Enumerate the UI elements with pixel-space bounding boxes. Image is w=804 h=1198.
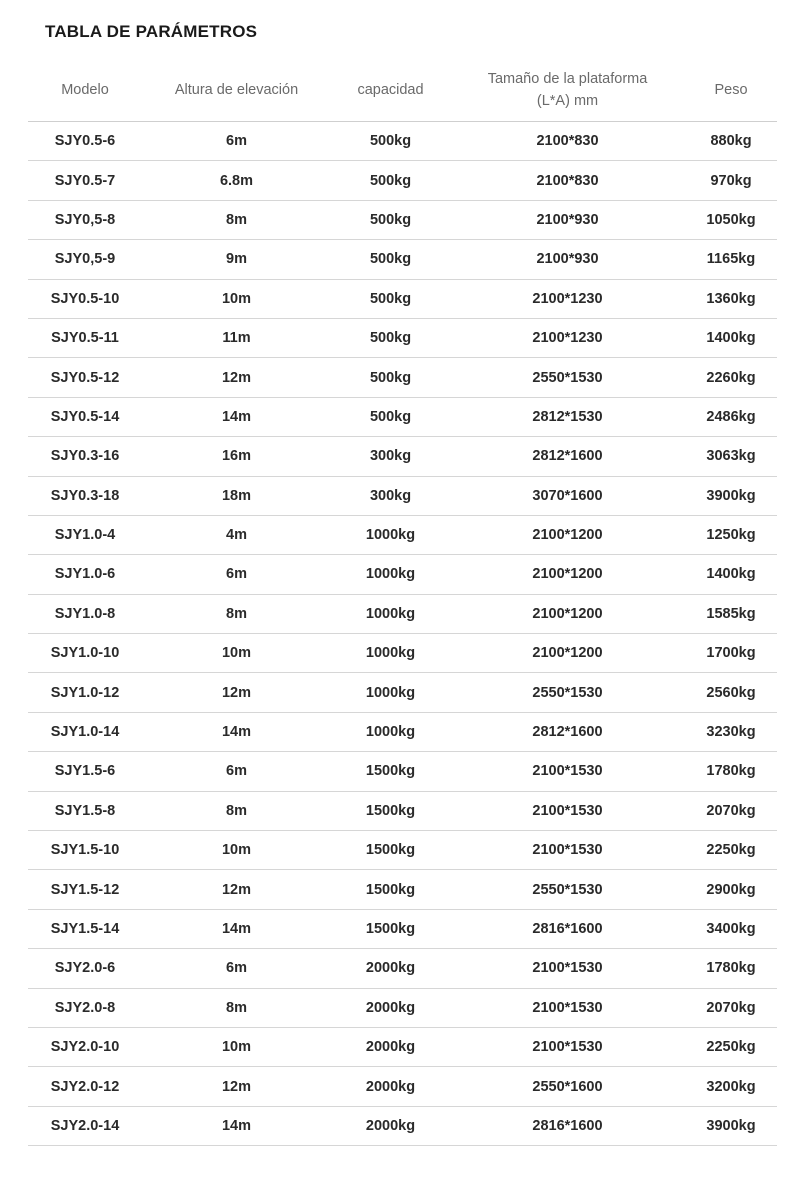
cell-platform-size: 2816*1600: [450, 1106, 685, 1145]
cell-weight: 3900kg: [685, 476, 777, 515]
cell-model: SJY1.5-6: [28, 752, 142, 791]
table-row: [28, 240, 777, 279]
cell-capacity: 1000kg: [331, 634, 450, 673]
cell-model: SJY2.0-12: [28, 1067, 142, 1106]
cell-capacity: 2000kg: [331, 988, 450, 1027]
cell-platform-size: 2550*1530: [450, 673, 685, 712]
cell-weight: 970kg: [685, 161, 777, 200]
cell-lift-height: 6m: [142, 752, 331, 791]
header-platform-size-label: Tamaño de la plataforma: [487, 70, 648, 87]
cell-weight: 3900kg: [685, 1106, 777, 1145]
cell-capacity: 2000kg: [331, 1027, 450, 1066]
table-row: [28, 397, 777, 436]
cell-model: SJY2.0-14: [28, 1106, 142, 1145]
cell-weight: 1780kg: [685, 949, 777, 988]
cell-platform-size: 2100*1530: [450, 752, 685, 791]
cell-model: SJY2.0-6: [28, 949, 142, 988]
cell-capacity: 1000kg: [331, 712, 450, 751]
cell-model: SJY0,5-8: [28, 200, 142, 239]
cell-capacity: 300kg: [331, 476, 450, 515]
cell-platform-size: 2550*1530: [450, 870, 685, 909]
cell-model: SJY0.5-10: [28, 279, 142, 318]
cell-platform-size: 2100*1530: [450, 791, 685, 830]
cell-platform-size: 2100*930: [450, 200, 685, 239]
header-weight: [685, 58, 777, 122]
cell-lift-height: 8m: [142, 988, 331, 1027]
cell-capacity: 1000kg: [331, 515, 450, 554]
cell-lift-height: 8m: [142, 791, 331, 830]
cell-platform-size: 2100*830: [450, 161, 685, 200]
cell-model: SJY1.0-4: [28, 515, 142, 554]
cell-platform-size: 2100*1200: [450, 594, 685, 633]
table-row: [28, 594, 777, 633]
cell-lift-height: 11m: [142, 318, 331, 357]
header-capacity-label: capacidad: [357, 81, 424, 98]
cell-capacity: 500kg: [331, 122, 450, 161]
cell-weight: 3230kg: [685, 712, 777, 751]
cell-weight: 2486kg: [685, 397, 777, 436]
cell-lift-height: 12m: [142, 870, 331, 909]
cell-weight: 1585kg: [685, 594, 777, 633]
cell-lift-height: 4m: [142, 515, 331, 554]
table-row: [28, 909, 777, 948]
cell-model: SJY0.5-11: [28, 318, 142, 357]
cell-model: SJY1.0-8: [28, 594, 142, 633]
cell-model: SJY1.0-12: [28, 673, 142, 712]
cell-model: SJY1.5-14: [28, 909, 142, 948]
cell-model: SJY1.5-10: [28, 831, 142, 870]
cell-capacity: 500kg: [331, 358, 450, 397]
cell-lift-height: 6m: [142, 949, 331, 988]
cell-lift-height: 12m: [142, 358, 331, 397]
table-row: [28, 555, 777, 594]
cell-capacity: 1500kg: [331, 909, 450, 948]
cell-platform-size: 2100*1530: [450, 949, 685, 988]
cell-lift-height: 6m: [142, 555, 331, 594]
table-row: [28, 1106, 777, 1145]
table-row: [28, 949, 777, 988]
cell-capacity: 500kg: [331, 318, 450, 357]
cell-lift-height: 10m: [142, 279, 331, 318]
table-header: [28, 58, 777, 122]
table-row: [28, 634, 777, 673]
cell-weight: 1250kg: [685, 515, 777, 554]
cell-model: SJY1.0-6: [28, 555, 142, 594]
cell-weight: 880kg: [685, 122, 777, 161]
cell-lift-height: 14m: [142, 909, 331, 948]
cell-platform-size: 2812*1600: [450, 712, 685, 751]
cell-capacity: 1500kg: [331, 870, 450, 909]
cell-capacity: 1000kg: [331, 555, 450, 594]
cell-model: SJY0.3-18: [28, 476, 142, 515]
table-row: [28, 791, 777, 830]
cell-platform-size: 2812*1600: [450, 437, 685, 476]
cell-weight: 3063kg: [685, 437, 777, 476]
cell-capacity: 500kg: [331, 161, 450, 200]
table-row: [28, 279, 777, 318]
cell-weight: 2250kg: [685, 831, 777, 870]
table-row: [28, 476, 777, 515]
header-capacity: [331, 58, 450, 122]
table-row: [28, 122, 777, 161]
header-lift-height: [142, 58, 331, 122]
cell-capacity: 300kg: [331, 437, 450, 476]
header-weight-label: Peso: [714, 81, 748, 98]
cell-model: SJY1.5-12: [28, 870, 142, 909]
cell-platform-size: 2550*1530: [450, 358, 685, 397]
cell-capacity: 2000kg: [331, 1106, 450, 1145]
cell-capacity: 500kg: [331, 279, 450, 318]
cell-capacity: 500kg: [331, 397, 450, 436]
cell-capacity: 1500kg: [331, 831, 450, 870]
cell-platform-size: 2100*1530: [450, 831, 685, 870]
cell-weight: 1400kg: [685, 555, 777, 594]
table-row: [28, 712, 777, 751]
cell-weight: 2260kg: [685, 358, 777, 397]
cell-weight: 2900kg: [685, 870, 777, 909]
cell-weight: 3400kg: [685, 909, 777, 948]
cell-model: SJY0.5-14: [28, 397, 142, 436]
header-platform-size-unit: (L*A) mm: [536, 92, 599, 109]
table-row: [28, 870, 777, 909]
cell-model: SJY2.0-10: [28, 1027, 142, 1066]
cell-lift-height: 12m: [142, 1067, 331, 1106]
table-row: [28, 161, 777, 200]
cell-lift-height: 12m: [142, 673, 331, 712]
cell-model: SJY2.0-8: [28, 988, 142, 1027]
cell-model: SJY0,5-9: [28, 240, 142, 279]
cell-lift-height: 10m: [142, 1027, 331, 1066]
cell-platform-size: 2100*1200: [450, 515, 685, 554]
cell-capacity: 1500kg: [331, 791, 450, 830]
cell-platform-size: 2100*1200: [450, 555, 685, 594]
cell-lift-height: 9m: [142, 240, 331, 279]
cell-lift-height: 6.8m: [142, 161, 331, 200]
cell-platform-size: 2100*830: [450, 122, 685, 161]
cell-model: SJY1.0-14: [28, 712, 142, 751]
parameters-table-container: [28, 58, 777, 1146]
cell-weight: 1360kg: [685, 279, 777, 318]
parameters-table: [28, 58, 777, 1146]
cell-capacity: 1500kg: [331, 752, 450, 791]
table-row: [28, 831, 777, 870]
cell-weight: 2560kg: [685, 673, 777, 712]
cell-platform-size: 2550*1600: [450, 1067, 685, 1106]
cell-lift-height: 6m: [142, 122, 331, 161]
cell-capacity: 1000kg: [331, 673, 450, 712]
cell-weight: 2070kg: [685, 988, 777, 1027]
cell-weight: 2250kg: [685, 1027, 777, 1066]
header-row: [28, 58, 777, 122]
table-row: [28, 1067, 777, 1106]
cell-model: SJY1.0-10: [28, 634, 142, 673]
table-row: [28, 200, 777, 239]
cell-weight: 1165kg: [685, 240, 777, 279]
cell-platform-size: 2100*1200: [450, 634, 685, 673]
cell-model: SJY0.5-12: [28, 358, 142, 397]
cell-capacity: 500kg: [331, 200, 450, 239]
cell-model: SJY0.5-7: [28, 161, 142, 200]
header-lift-height-label: Altura de elevación: [174, 81, 299, 98]
cell-lift-height: 8m: [142, 200, 331, 239]
cell-platform-size: 2100*1530: [450, 1027, 685, 1066]
cell-lift-height: 18m: [142, 476, 331, 515]
cell-model: SJY0.3-16: [28, 437, 142, 476]
cell-platform-size: 2100*930: [450, 240, 685, 279]
cell-weight: 2070kg: [685, 791, 777, 830]
cell-platform-size: 2816*1600: [450, 909, 685, 948]
cell-platform-size: 3070*1600: [450, 476, 685, 515]
cell-weight: 1400kg: [685, 318, 777, 357]
table-row: [28, 437, 777, 476]
cell-capacity: 2000kg: [331, 949, 450, 988]
cell-weight: 1700kg: [685, 634, 777, 673]
cell-lift-height: 16m: [142, 437, 331, 476]
cell-lift-height: 10m: [142, 634, 331, 673]
cell-capacity: 2000kg: [331, 1067, 450, 1106]
cell-model: SJY1.5-8: [28, 791, 142, 830]
table-row: [28, 673, 777, 712]
cell-capacity: 1000kg: [331, 594, 450, 633]
table-row: [28, 318, 777, 357]
table-row: [28, 1027, 777, 1066]
header-model-label: Modelo: [61, 81, 109, 98]
cell-lift-height: 8m: [142, 594, 331, 633]
cell-lift-height: 14m: [142, 397, 331, 436]
table-body: [28, 122, 777, 1146]
cell-weight: 3200kg: [685, 1067, 777, 1106]
table-row: [28, 515, 777, 554]
cell-platform-size: 2100*1230: [450, 318, 685, 357]
page-title: TABLA DE PARÁMETROS: [45, 22, 258, 41]
cell-platform-size: 2812*1530: [450, 397, 685, 436]
header-model: [28, 58, 142, 122]
header-platform-size: [450, 58, 685, 122]
cell-weight: 1780kg: [685, 752, 777, 791]
table-row: [28, 752, 777, 791]
cell-lift-height: 10m: [142, 831, 331, 870]
cell-platform-size: 2100*1530: [450, 988, 685, 1027]
cell-model: SJY0.5-6: [28, 122, 142, 161]
cell-weight: 1050kg: [685, 200, 777, 239]
cell-lift-height: 14m: [142, 712, 331, 751]
table-row: [28, 358, 777, 397]
cell-capacity: 500kg: [331, 240, 450, 279]
cell-platform-size: 2100*1230: [450, 279, 685, 318]
table-row: [28, 988, 777, 1027]
cell-lift-height: 14m: [142, 1106, 331, 1145]
